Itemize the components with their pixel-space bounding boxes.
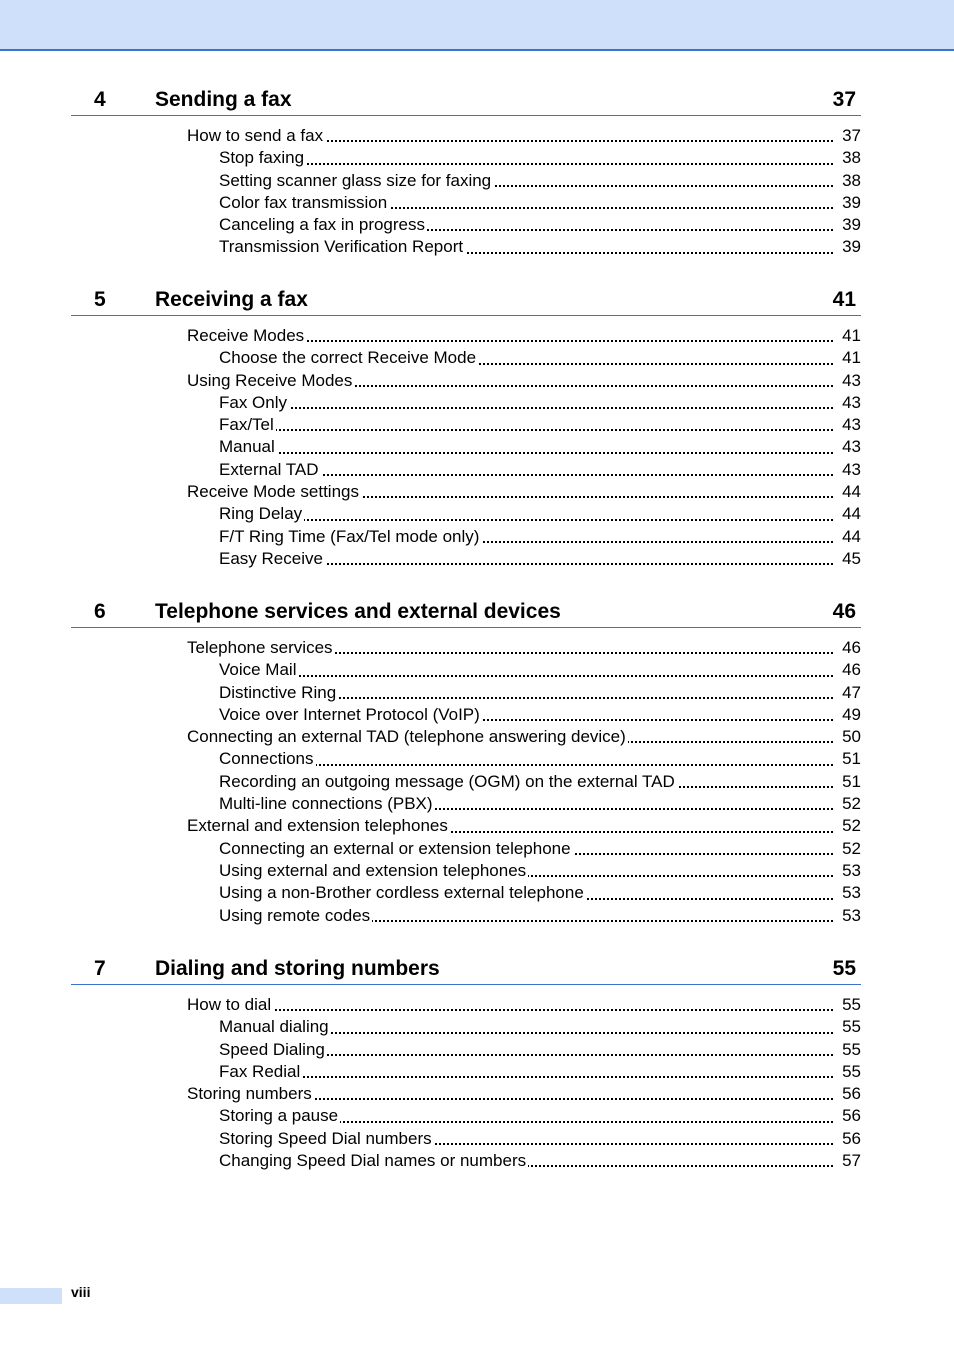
toc-entry[interactable] [219,882,861,904]
entry-page: 39 [835,214,861,236]
dot-leader [219,163,861,165]
toc-entry[interactable] [219,838,861,860]
toc-entry[interactable] [219,436,861,458]
entry-label: External and extension telephones [187,816,448,836]
toc-entry[interactable] [219,1061,861,1083]
toc-entry[interactable] [187,815,861,837]
entry-label: Fax Redial [219,1061,301,1081]
toc-entry[interactable] [219,147,861,169]
entry-label: How to dial [187,995,272,1014]
toc-entry[interactable] [187,1083,861,1105]
entry-page: 49 [835,704,861,726]
entry-page: 52 [835,793,861,815]
toc-entry[interactable] [187,637,861,659]
dot-leader [219,452,861,454]
toc-entry[interactable] [187,726,861,748]
toc-entry[interactable] [219,414,861,436]
entry-page: 43 [835,370,861,392]
toc-entry[interactable] [219,704,861,726]
entry-label: Connecting an external TAD (telephone answering device) [187,727,626,747]
chapter-heading[interactable] [71,957,861,985]
chapter-number: 6 [94,600,106,623]
entry-page: 41 [835,325,861,347]
entry-label: Receive Mode settings [187,482,359,502]
entry-page: 55 [835,1039,861,1061]
entry-page: 43 [835,392,861,414]
entry-label: Recording an outgoing message (OGM) on the external TAD [219,771,675,791]
entry-label: Speed Dialing [219,1039,325,1059]
entry-label: Setting scanner glass size for faxing [219,170,492,190]
toc-entry[interactable] [219,793,861,815]
entry-label: Receive Modes [187,326,305,345]
toc-entry[interactable] [219,1016,861,1038]
entry-page: 37 [835,125,861,147]
entry-page: 46 [835,659,861,681]
entry-page: 46 [835,637,861,659]
entry-page: 41 [835,347,861,369]
entry-label: Multi-line connections (PBX) [219,794,433,814]
chapter-title: Dialing and storing numbers [155,957,440,980]
entry-page: 53 [835,905,861,927]
entry-page: 51 [835,771,861,793]
dot-leader [219,429,861,431]
chapter-section [71,957,861,1172]
entry-page: 44 [835,526,861,548]
entry-label: Easy Receive [219,548,323,568]
entry-page: 55 [835,1016,861,1038]
entry-label: Choose the correct Receive Mode [219,348,477,368]
entry-label: Manual [219,437,275,457]
entry-label: Storing numbers [187,1084,312,1104]
entry-page: 43 [835,436,861,458]
entry-page: 53 [835,860,861,882]
dot-leader [219,675,861,677]
entry-page: 57 [835,1150,861,1172]
entry-label: Storing a pause [219,1106,339,1126]
entry-label: Using a non-Brother cordless external telephone [219,883,584,903]
toc-entry[interactable] [219,503,861,525]
dot-leader [219,407,861,409]
entry-label: Telephone services [187,638,333,657]
entry-page: 47 [835,682,861,704]
chapter-section [71,600,861,927]
entry-page: 56 [835,1128,861,1150]
toc-entry[interactable] [219,392,861,414]
chapter-number: 7 [94,957,106,980]
entry-label: How to send a fax [187,126,324,145]
chapter-page: 46 [832,600,856,623]
entry-label: Fax/Tel [219,415,274,435]
toc-entry[interactable] [219,659,861,681]
entry-label: Voice over Internet Protocol (VoIP) [219,704,480,724]
entry-page: 43 [835,459,861,481]
toc-entry[interactable] [219,214,861,236]
toc-entry[interactable] [219,548,861,570]
toc-entry[interactable] [219,526,861,548]
toc-entry[interactable] [219,1039,861,1061]
entry-page: 45 [835,548,861,570]
toc-entry[interactable] [219,236,861,258]
chapter-heading[interactable] [71,88,861,116]
chapter-page: 55 [832,957,856,980]
header-band [0,0,954,51]
entry-label: Manual dialing [219,1017,329,1037]
entry-label: Storing Speed Dial numbers [219,1128,432,1148]
chapter-number: 5 [94,288,106,311]
toc-entry[interactable] [219,1128,861,1150]
entry-label: Connecting an external or extension telephone [219,838,571,858]
chapter-page: 41 [832,288,856,311]
entry-page: 55 [835,994,861,1016]
toc-entry[interactable] [187,481,861,503]
toc-entry[interactable] [219,860,861,882]
entry-label: Color fax transmission [219,192,388,212]
toc-entry[interactable] [219,459,861,481]
entry-list [71,125,861,259]
entry-label: External TAD [219,459,319,479]
chapter-title: Telephone services and external devices [155,600,561,623]
entry-page: 56 [835,1105,861,1127]
toc-entry[interactable] [187,994,861,1016]
entry-label: Distinctive Ring [219,682,337,702]
entry-page: 44 [835,481,861,503]
toc-entry[interactable] [219,682,861,704]
entry-page: 38 [835,170,861,192]
entry-label: Using external and extension telephones [219,860,527,880]
chapter-heading[interactable] [71,600,861,628]
entry-page: 43 [835,414,861,436]
entry-page: 38 [835,147,861,169]
entry-list [71,994,861,1172]
footer-tab [0,1288,62,1304]
toc-entry[interactable] [219,771,861,793]
entry-page: 52 [835,815,861,837]
toc-entry[interactable] [219,347,861,369]
entry-label: Changing Speed Dial names or numbers [219,1151,527,1171]
chapter-heading[interactable] [71,288,861,316]
chapter-page: 37 [832,88,856,111]
chapter-title: Sending a fax [155,88,292,111]
entry-page: 55 [835,1061,861,1083]
entry-list [71,637,861,927]
toc-entry[interactable] [187,125,861,147]
entry-list [71,325,861,570]
toc-entry[interactable] [219,1150,861,1172]
toc-entry[interactable] [219,1105,861,1127]
toc-entry[interactable] [187,325,861,347]
chapter-section [71,288,861,570]
entry-page: 51 [835,748,861,770]
entry-page: 44 [835,503,861,525]
entry-page: 39 [835,236,861,258]
entry-page: 53 [835,882,861,904]
entry-label: Canceling a fax in progress [219,215,426,235]
entry-label: Connections [219,749,314,769]
entry-page: 56 [835,1083,861,1105]
toc-entry[interactable] [187,370,861,392]
entry-label: Using Receive Modes [187,370,353,390]
entry-page: 39 [835,192,861,214]
entry-label: Using remote codes [219,905,371,925]
toc-entry[interactable] [219,748,861,770]
toc-entry[interactable] [219,170,861,192]
entry-label: Fax Only [219,392,288,412]
chapter-number: 4 [94,88,106,111]
entry-label: Transmission Verification Report [219,237,464,257]
chapter-section [71,88,861,259]
chapter-title: Receiving a fax [155,288,308,311]
entry-label: Stop faxing [219,148,305,168]
footer-page-number: viii [71,1284,91,1300]
dot-leader [187,1009,861,1011]
dot-leader [219,519,861,521]
entry-label: Ring Delay [219,504,303,524]
toc-entry[interactable] [219,905,861,927]
entry-label: Voice Mail [219,660,297,680]
toc-entry[interactable] [219,192,861,214]
dot-leader [219,1076,861,1078]
entry-page: 52 [835,838,861,860]
entry-page: 50 [835,726,861,748]
entry-label: F/T Ring Time (Fax/Tel mode only) [219,526,480,546]
